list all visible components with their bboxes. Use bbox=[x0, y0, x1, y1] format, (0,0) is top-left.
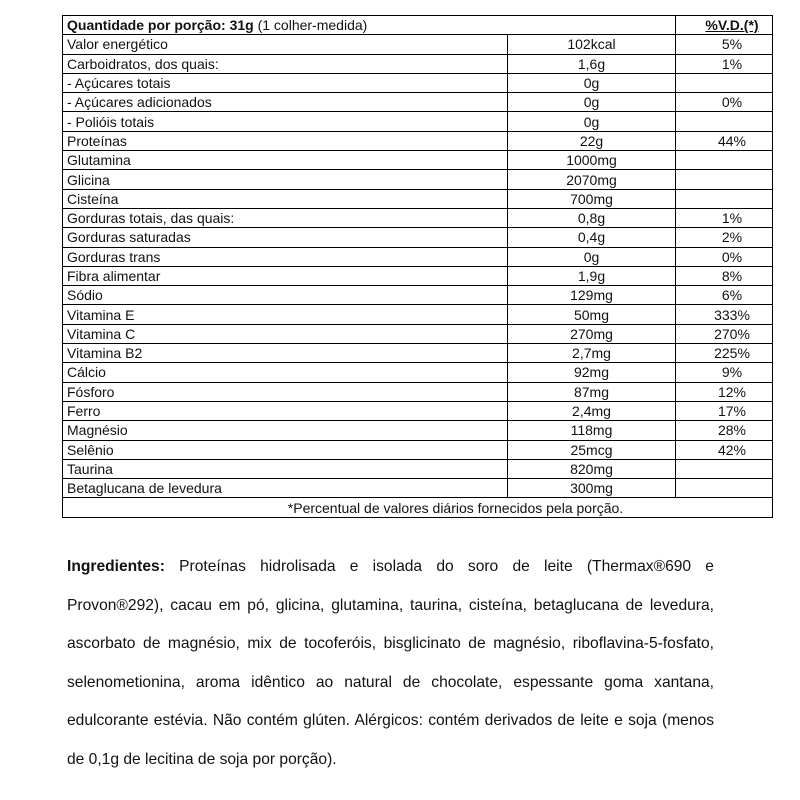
table-row bbox=[63, 247, 773, 266]
table-row bbox=[63, 54, 773, 73]
nutrient-name: Proteínas bbox=[63, 131, 508, 150]
nutrient-daily-value: 333% bbox=[676, 305, 773, 324]
nutrient-name: Magnésio bbox=[63, 421, 508, 440]
nutrient-daily-value: 9% bbox=[676, 363, 773, 382]
nutrient-name: Sódio bbox=[63, 286, 508, 305]
nutrient-amount: 700mg bbox=[508, 189, 676, 208]
table-row bbox=[63, 35, 773, 54]
table-row bbox=[63, 459, 773, 478]
nutrient-daily-value: 0% bbox=[676, 93, 773, 112]
nutrient-name: Valor energético bbox=[63, 35, 508, 54]
table-row bbox=[63, 266, 773, 285]
nutrient-daily-value: 2% bbox=[676, 228, 773, 247]
nutrient-name: Cisteína bbox=[63, 189, 508, 208]
table-row bbox=[63, 305, 773, 324]
nutrition-table bbox=[62, 15, 773, 518]
nutrient-amount: 25mcg bbox=[508, 440, 676, 459]
nutrient-name: Cálcio bbox=[63, 363, 508, 382]
ingredients-label: Ingredientes: bbox=[67, 558, 165, 575]
table-row bbox=[63, 401, 773, 420]
nutrient-amount: 0,8g bbox=[508, 208, 676, 227]
nutrient-name: Glutamina bbox=[63, 151, 508, 170]
nutrient-amount: 50mg bbox=[508, 305, 676, 324]
nutrient-amount: 820mg bbox=[508, 459, 676, 478]
table-row bbox=[63, 286, 773, 305]
nutrient-name: Fósforo bbox=[63, 382, 508, 401]
nutrient-name: - Polióis totais bbox=[63, 112, 508, 131]
nutrient-name: Betaglucana de levedura bbox=[63, 479, 508, 498]
nutrient-name: Vitamina E bbox=[63, 305, 508, 324]
nutrient-amount: 2,7mg bbox=[508, 344, 676, 363]
nutrient-daily-value: 225% bbox=[676, 344, 773, 363]
table-row bbox=[63, 112, 773, 131]
nutrient-daily-value: 0% bbox=[676, 247, 773, 266]
nutrient-daily-value bbox=[676, 73, 773, 92]
nutrient-daily-value: 12% bbox=[676, 382, 773, 401]
table-row bbox=[63, 421, 773, 440]
table-row bbox=[63, 73, 773, 92]
nutrient-daily-value: 28% bbox=[676, 421, 773, 440]
nutrient-name: Gorduras totais, das quais: bbox=[63, 208, 508, 227]
nutrient-name: Vitamina C bbox=[63, 324, 508, 343]
nutrient-amount: 0,4g bbox=[508, 228, 676, 247]
table-row bbox=[63, 93, 773, 112]
nutrient-amount: 1,9g bbox=[508, 266, 676, 285]
nutrient-daily-value bbox=[676, 112, 773, 131]
nutrient-amount: 300mg bbox=[508, 479, 676, 498]
nutrient-daily-value: 1% bbox=[676, 54, 773, 73]
nutrient-name: Fibra alimentar bbox=[63, 266, 508, 285]
daily-value-header: %V.D.(*) bbox=[676, 16, 773, 35]
nutrient-daily-value bbox=[676, 479, 773, 498]
nutrient-amount: 0g bbox=[508, 73, 676, 92]
nutrient-name: - Açúcares adicionados bbox=[63, 93, 508, 112]
nutrient-daily-value: 1% bbox=[676, 208, 773, 227]
table-row bbox=[63, 208, 773, 227]
nutrient-name: Glicina bbox=[63, 170, 508, 189]
nutrient-amount: 2070mg bbox=[508, 170, 676, 189]
table-row bbox=[63, 189, 773, 208]
nutrient-name: Gorduras saturadas bbox=[63, 228, 508, 247]
nutrient-amount: 0g bbox=[508, 93, 676, 112]
table-row bbox=[63, 170, 773, 189]
nutrient-amount: 0g bbox=[508, 112, 676, 131]
nutrient-amount: 22g bbox=[508, 131, 676, 150]
nutrient-amount: 1000mg bbox=[508, 151, 676, 170]
serving-size-label: Quantidade por porção: 31g bbox=[67, 17, 254, 34]
nutrient-amount: 102kcal bbox=[508, 35, 676, 54]
nutrient-daily-value: 5% bbox=[676, 35, 773, 54]
nutrient-amount: 129mg bbox=[508, 286, 676, 305]
nutrient-name: Vitamina B2 bbox=[63, 344, 508, 363]
nutrient-daily-value: 42% bbox=[676, 440, 773, 459]
nutrition-table-body bbox=[63, 16, 773, 518]
nutrient-amount: 92mg bbox=[508, 363, 676, 382]
nutrient-name: - Açúcares totais bbox=[63, 73, 508, 92]
table-row bbox=[63, 324, 773, 343]
nutrient-daily-value bbox=[676, 151, 773, 170]
table-row bbox=[63, 382, 773, 401]
table-row bbox=[63, 228, 773, 247]
nutrient-amount: 2,4mg bbox=[508, 401, 676, 420]
nutrient-name: Gorduras trans bbox=[63, 247, 508, 266]
ingredients-paragraph bbox=[67, 548, 714, 779]
table-row bbox=[63, 363, 773, 382]
table-header-row bbox=[63, 16, 773, 35]
nutrient-daily-value: 17% bbox=[676, 401, 773, 420]
nutrient-amount: 270mg bbox=[508, 324, 676, 343]
ingredients-text: Proteínas hidrolisada e isolada do soro de leite (Thermax®690 e Provon®292), cacau em pó, glicina, glutamina, taurina, cisteína, betaglucana de levedura, ascorbato de magnésio, mix de tocoferóis, bisglicinato de magnésio, riboflavina-5-fosfato, selenometionina, aroma idêntico ao natural de chocolate, espessante goma xantana, edulcorante estévia. Não contém glúten. Alérgicos: contém derivados de leite e soja (menos de 0,1g de lecitina de soja por porção). bbox=[67, 558, 714, 768]
nutrient-daily-value: 6% bbox=[676, 286, 773, 305]
nutrient-name: Taurina bbox=[63, 459, 508, 478]
nutrient-daily-value bbox=[676, 189, 773, 208]
nutrient-amount: 1,6g bbox=[508, 54, 676, 73]
table-row bbox=[63, 479, 773, 498]
nutrient-daily-value: 270% bbox=[676, 324, 773, 343]
nutrient-name: Selênio bbox=[63, 440, 508, 459]
footnote-row bbox=[63, 498, 773, 517]
nutrient-daily-value: 8% bbox=[676, 266, 773, 285]
serving-size-detail: (1 colher-medida) bbox=[253, 17, 368, 34]
table-row bbox=[63, 151, 773, 170]
nutrient-name: Ferro bbox=[63, 401, 508, 420]
nutrient-amount: 87mg bbox=[508, 382, 676, 401]
table-row bbox=[63, 344, 773, 363]
nutrient-daily-value bbox=[676, 459, 773, 478]
nutrient-daily-value bbox=[676, 170, 773, 189]
nutrient-amount: 118mg bbox=[508, 421, 676, 440]
serving-size-cell bbox=[63, 16, 676, 35]
nutrient-amount: 0g bbox=[508, 247, 676, 266]
nutrient-name: Carboidratos, dos quais: bbox=[63, 54, 508, 73]
table-row bbox=[63, 440, 773, 459]
nutrient-daily-value: 44% bbox=[676, 131, 773, 150]
table-row bbox=[63, 131, 773, 150]
footnote: *Percentual de valores diários fornecidos pela porção. bbox=[63, 498, 773, 517]
